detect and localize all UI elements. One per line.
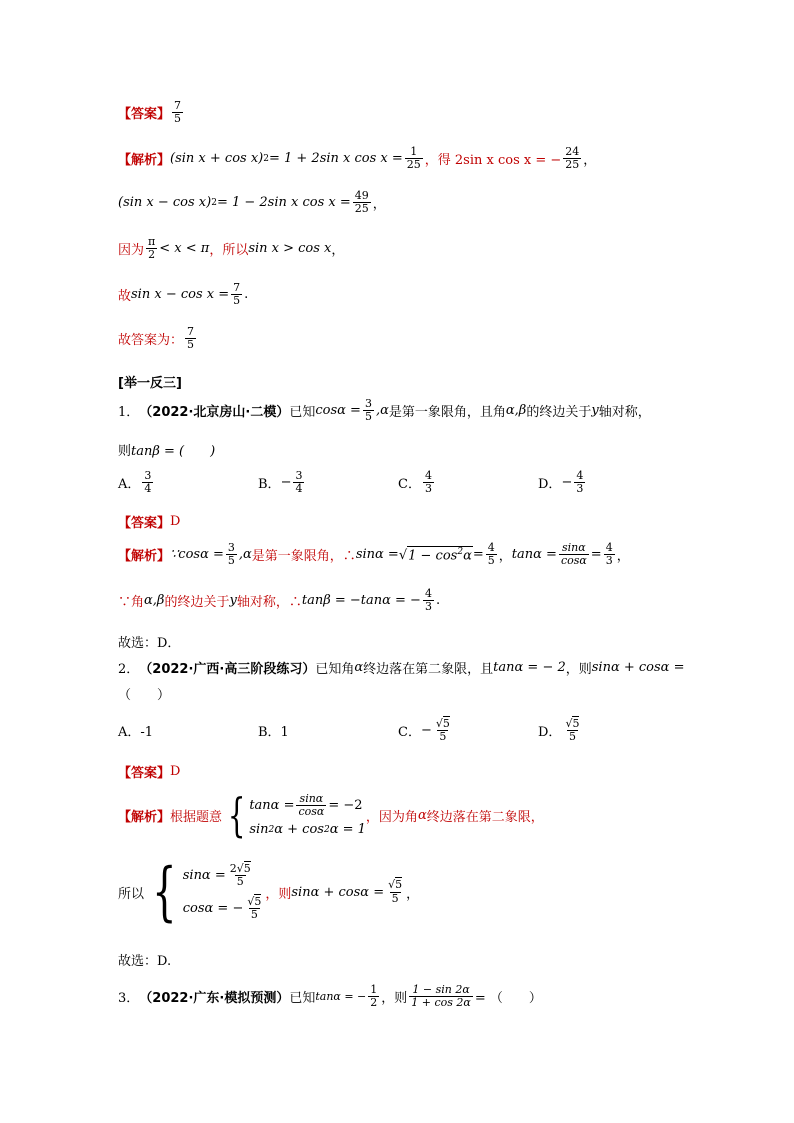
question-2-analysis-1: 【解析】 根据题意 { tanα = $\frac{\sin\alpha}{\cos\alpha}$ = −2 sin 2 α + cos 2 α = 1 ，因为角 α 终边落在第二象限， [118,788,544,842]
question-1: 1． （2022·北京房山·二模） 已知 cosα = $\frac{3}{5}$ ,α 是第一象限角，且角 α,β 的终边关于 y 轴对称， [118,397,651,424]
analysis-line-2: (sin x − cos x) 2 = 1 − 2sin x cos x = $\frac{49}{25}$ ， [118,189,386,216]
option-b[interactable]: B． − $\frac{3}{4}$ [258,469,303,496]
answer-label: 【答案】 [118,107,171,123]
question-1-conclusion: 故选：D． [118,636,181,651]
analysis-line-1: 【解析】 (sin x + cos x) 2 = 1 + 2sin x cos x = $\frac{1}{25}$ ，得 2sin x cos x = − $\frac{24}{25}$ ， [118,145,597,172]
option-c[interactable]: C． − $\frac{√5}{5}$ [398,717,450,744]
question-1-answer: 【答案】 D [118,514,181,531]
question-2: 2． （2022·广西·高三阶段练习） 已知角 α 终边落在第二象限，且 tanα = − 2 ，则 sinα + cosα = [118,660,685,677]
question-2-conclusion: 故选：D. [118,954,172,969]
question-2-analysis-2: 所以 { sinα = $\frac{2√5}{5}$ cosα = − $\frac{√5}{5}$ ，则 sinα + cosα = $\frac{√5}{5}$ ， [118,855,420,929]
question-3: 3． （2022·广东·模拟预测） 已知 tanα = − $\frac{1}{2}$ ，则 $\frac{1 - \sin 2\alpha}{1 + \cos 2\alpha}$ = （ ） [118,983,542,1010]
option-d[interactable]: D． − $\frac{4}{3}$ [538,469,584,496]
option-d[interactable]: D． $\frac{√5}{5}$ [538,717,580,744]
answer-fraction: $\frac{7}{5}$ [174,99,182,126]
question-1-analysis-2: ∵角 α,β 的终边关于 y 轴对称，∴ tanβ = −tanα = − $\frac{4}{3}$ . [118,587,441,614]
analysis-line-5: 故答案为： $\frac{7}{5}$ [118,325,195,352]
option-c[interactable]: C． $\frac{4}{3}$ [398,469,432,496]
question-1-line-2: 则 tanβ = ( ) [118,444,216,459]
question-1-analysis-1: 【解析】 ∵cosα = $\frac{3}{5}$ ,α 是第一象限角，∴ sinα = √ $1 - \cos^2\alpha$ = $\frac{4}{5}$ ， tanα = $\frac{\sin\alpha}{\cos\alpha}$ = $\frac{4}{3}$ ， [118,541,630,568]
analysis-line-3: 因为 $\frac{\pi}{2}$ < x < π ，所以 sin x > cos x ， [118,235,345,262]
section-heading: [举一反三] [118,376,182,391]
question-2-options [118,718,678,743]
question-2-line-2: （ ） [118,688,171,703]
option-a[interactable]: A．-1 [118,725,154,741]
question-1-options [118,470,678,495]
answer-line-0 [118,100,185,125]
option-b[interactable]: B．1 [258,725,289,741]
question-2-answer: 【答案】 D [118,764,181,781]
analysis-label: 【解析】 [118,153,171,169]
option-a[interactable]: A． $\frac{3}{4}$ [118,469,152,496]
analysis-line-4: 故 sin x − cos x = $\frac{7}{5}$ . [118,281,249,308]
